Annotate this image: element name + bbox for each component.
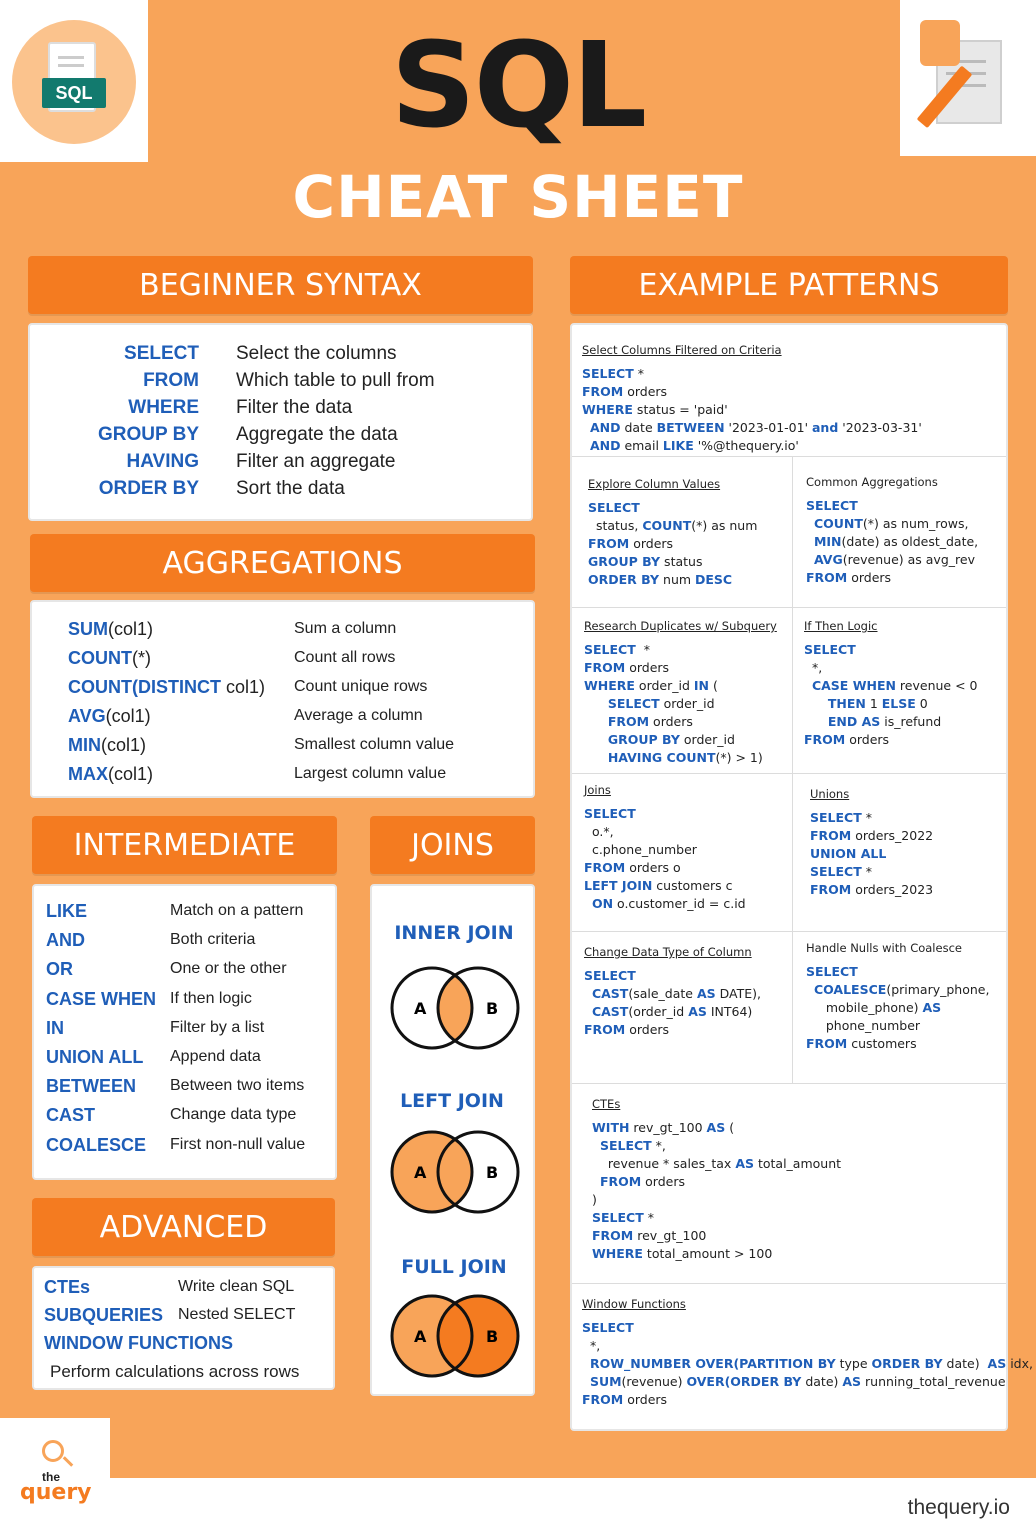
- aggregation-func: COUNT: [68, 648, 132, 668]
- intermediate-keyword: COALESCE: [46, 1134, 147, 1155]
- beginner-desc: Filter an aggregate: [236, 451, 396, 472]
- intermediate-keyword: BETWEEN: [46, 1076, 136, 1097]
- brand-the: the: [42, 1470, 60, 1484]
- aggregation-func: SUM: [68, 619, 108, 639]
- ex-dupes: [584, 617, 789, 767]
- ex-unions: [810, 785, 1005, 899]
- left-join-label: LEFT JOIN: [400, 1090, 504, 1112]
- aggregation-desc: Largest column value: [294, 765, 447, 782]
- code-line: CAST(order_id AS INT64): [591, 1004, 753, 1019]
- aggregation-desc: Average a column: [294, 707, 423, 724]
- beginner-keyword: HAVING: [126, 451, 199, 472]
- code-line: FROM orders: [584, 1022, 670, 1037]
- full-join-diagram: [390, 1292, 520, 1380]
- ex-joins: [584, 781, 789, 913]
- intermediate-desc: Between two items: [170, 1077, 305, 1095]
- page-title: SQL: [390, 16, 646, 154]
- advanced-desc: Write clean SQL: [178, 1278, 295, 1295]
- code-line: *,: [804, 660, 823, 675]
- beginner-keyword: GROUP BY: [97, 424, 199, 445]
- code-line: WHERE total_amount > 100: [592, 1246, 773, 1261]
- intermediate-row: [34, 1104, 335, 1128]
- beginner-keyword: FROM: [143, 370, 199, 391]
- beginner-row: [30, 451, 531, 475]
- full-join-label: FULL JOIN: [401, 1256, 507, 1278]
- code-line: SELECT *: [810, 810, 872, 825]
- code-line: phone_number: [806, 1018, 921, 1033]
- beginner-desc: Aggregate the data: [236, 424, 398, 445]
- ex-common: [806, 473, 1006, 587]
- aggregation-arg: (*): [132, 648, 151, 668]
- intermediate-keyword: AND: [46, 930, 85, 951]
- code-line: CAST(sale_date AS DATE),: [591, 986, 761, 1001]
- aggregation-arg: (col1): [105, 706, 151, 726]
- joins-header: JOINS: [370, 816, 535, 874]
- code-line: SELECT: [588, 500, 640, 515]
- code-line: THEN 1 ELSE 0: [827, 696, 928, 711]
- example-patterns-header: EXAMPLE PATTERNS: [570, 256, 1008, 314]
- footer-url: thequery.io: [907, 1496, 1010, 1519]
- intermediate-row: [34, 1046, 335, 1070]
- intermediate-desc: Change data type: [170, 1106, 297, 1124]
- full-join-a: A: [414, 1327, 427, 1346]
- example-title: Joins: [584, 783, 611, 797]
- aggregation-desc: Sum a column: [294, 620, 397, 637]
- intermediate-desc: One or the other: [170, 960, 287, 978]
- beginner-row: [30, 478, 531, 502]
- advanced-desc: Nested SELECT: [178, 1306, 296, 1323]
- beginner-row: [30, 397, 531, 421]
- brand-logo: [0, 1418, 110, 1536]
- beginner-row: [30, 424, 531, 448]
- intermediate-row: [34, 1017, 335, 1041]
- aggregation-row: [32, 705, 533, 729]
- beginner-keyword: WHERE: [128, 397, 199, 418]
- beginner-row: [30, 343, 531, 367]
- code-line: SELECT *: [592, 1210, 654, 1225]
- intermediate-row: [34, 929, 335, 953]
- aggregation-arg: (col1): [101, 735, 147, 755]
- example-title: Handle Nulls with Coalesce: [806, 941, 962, 955]
- aggregation-arg: (col1): [108, 764, 154, 784]
- beginner-syntax-header: BEGINNER SYNTAX: [28, 256, 533, 314]
- intermediate-desc: Filter by a list: [170, 1018, 265, 1036]
- intermediate-row: [34, 1075, 335, 1099]
- code-line: FROM orders_2022: [810, 828, 934, 843]
- aggregation-desc: Count unique rows: [294, 678, 428, 695]
- code-line: ): [592, 1192, 597, 1207]
- left-join-b: B: [486, 1163, 499, 1182]
- code-line: SELECT *: [810, 864, 872, 879]
- aggregation-func: MAX: [68, 764, 108, 784]
- full-join-b: B: [486, 1327, 499, 1346]
- code-line: AND email LIKE '%@thequery.io': [589, 438, 799, 453]
- advanced-keyword: SUBQUERIES: [44, 1305, 164, 1325]
- aggregation-row: [32, 618, 533, 642]
- code-line: AVG(revenue) as avg_rev: [813, 552, 975, 567]
- code-line: UNION ALL: [810, 846, 887, 861]
- advanced-panel: [32, 1266, 335, 1390]
- intermediate-header: INTERMEDIATE: [32, 816, 337, 874]
- code-line: ROW_NUMBER OVER(PARTITION BY type ORDER BY date) AS idx,: [589, 1356, 1033, 1371]
- advanced-window-desc: Perform calculations across rows: [50, 1362, 300, 1381]
- code-line: SELECT *: [584, 642, 650, 657]
- intermediate-keyword: CASE WHEN: [46, 988, 157, 1009]
- example-title: CTEs: [592, 1097, 621, 1111]
- inner-join-label: INNER JOIN: [394, 922, 514, 944]
- code-line: mobile_phone) AS: [806, 1000, 942, 1015]
- intermediate-row: [34, 958, 335, 982]
- code-line: SELECT: [584, 806, 636, 821]
- code-line: SELECT: [584, 968, 636, 983]
- intermediate-keyword: UNION ALL: [46, 1047, 144, 1067]
- intermediate-desc: If then logic: [170, 989, 252, 1007]
- code-line: GROUP BY order_id: [607, 732, 735, 747]
- code-line: SELECT: [806, 498, 858, 513]
- aggregation-func: MIN: [68, 735, 101, 755]
- intermediate-desc: First non-null value: [170, 1135, 306, 1153]
- aggregation-row: [32, 734, 533, 758]
- brand-query: query: [20, 1480, 92, 1505]
- aggregation-arg: col1): [220, 677, 265, 697]
- aggregation-row: [32, 647, 533, 671]
- beginner-desc: Filter the data: [236, 397, 353, 418]
- code-line: c.phone_number: [584, 842, 697, 857]
- aggregations-header: AGGREGATIONS: [30, 534, 535, 592]
- code-line: FROM orders: [804, 732, 890, 747]
- intermediate-row: [34, 1134, 335, 1158]
- code-line: *,: [582, 1338, 601, 1353]
- example-title: Unions: [810, 787, 850, 801]
- intermediate-keyword: IN: [46, 1017, 64, 1038]
- code-line: revenue * sales_tax AS total_amount: [592, 1156, 842, 1171]
- code-line: HAVING COUNT(*) > 1): [607, 750, 763, 765]
- code-line: FROM orders: [582, 384, 668, 399]
- ex-explore: [588, 475, 788, 589]
- code-line: FROM orders: [607, 714, 693, 729]
- beginner-desc: Select the columns: [236, 343, 397, 364]
- code-line: GROUP BY status: [588, 554, 703, 569]
- code-line: SELECT *: [582, 366, 644, 381]
- ex-window: [582, 1295, 1033, 1409]
- code-line: WHERE order_id IN (: [584, 678, 718, 693]
- aggregation-row: [32, 763, 533, 787]
- intermediate-keyword: OR: [46, 959, 73, 980]
- code-line: FROM orders o: [584, 860, 681, 875]
- example-title: If Then Logic: [804, 619, 878, 633]
- beginner-keyword: ORDER BY: [98, 478, 199, 499]
- aggregations-panel: [30, 600, 535, 798]
- code-line: SELECT: [804, 642, 856, 657]
- example-patterns-panel: [570, 323, 1033, 1431]
- advanced-header: ADVANCED: [32, 1198, 335, 1256]
- code-line: FROM orders: [582, 1392, 668, 1407]
- code-line: END AS is_refund: [827, 714, 942, 729]
- ex-filtered: [582, 341, 1002, 455]
- example-title: Explore Column Values: [588, 477, 721, 491]
- code-line: COUNT(*) as num_rows,: [813, 516, 969, 531]
- advanced-row: [34, 1276, 333, 1300]
- example-title: Research Duplicates w/ Subquery: [584, 619, 777, 633]
- joins-panel: [370, 884, 535, 1396]
- code-line: FROM customers: [806, 1036, 917, 1051]
- code-line: FROM orders: [599, 1174, 686, 1189]
- inner-join-diagram: [390, 964, 520, 1052]
- beginner-desc: Sort the data: [236, 478, 345, 499]
- aggregation-desc: Count all rows: [294, 649, 396, 666]
- code-line: FROM orders: [588, 536, 674, 551]
- code-line: FROM orders: [806, 570, 892, 585]
- code-line: WHERE status = 'paid': [582, 402, 728, 417]
- code-line: FROM rev_gt_100: [592, 1228, 707, 1243]
- example-title: Change Data Type of Column: [584, 945, 752, 959]
- code-line: status, COUNT(*) as num: [588, 518, 758, 533]
- code-line: SUM(revenue) OVER(ORDER BY date) AS running_total_revenue: [589, 1374, 1006, 1389]
- code-line: SELECT: [806, 964, 858, 979]
- intermediate-desc: Both criteria: [170, 931, 256, 949]
- aggregation-func: AVG: [68, 706, 106, 726]
- ex-ifthen: [804, 617, 1004, 749]
- intermediate-keyword: LIKE: [46, 901, 88, 921]
- code-line: SELECT: [582, 1320, 634, 1335]
- code-line: FROM orders: [584, 660, 670, 675]
- advanced-keyword: CTEs: [44, 1277, 91, 1297]
- code-line: WITH rev_gt_100 AS (: [592, 1120, 735, 1135]
- inner-join-a: A: [414, 999, 427, 1018]
- code-line: o.*,: [584, 824, 614, 839]
- example-title: Select Columns Filtered on Criteria: [582, 343, 782, 357]
- code-line: SELECT *,: [599, 1138, 666, 1153]
- ex-ctes: [592, 1095, 992, 1263]
- left-join-diagram: [390, 1128, 520, 1216]
- aggregation-func: COUNT(DISTINCT: [68, 677, 221, 697]
- ex-nulls: [806, 939, 1006, 1053]
- example-title: Common Aggregations: [806, 475, 938, 489]
- code-line: ON o.customer_id = c.id: [591, 896, 746, 911]
- code-line: COALESCE(primary_phone,: [813, 982, 990, 997]
- beginner-syntax-panel: [28, 323, 533, 521]
- code-line: FROM orders_2023: [810, 882, 934, 897]
- intermediate-keyword: CAST: [46, 1105, 95, 1126]
- beginner-desc: Which table to pull from: [236, 370, 435, 391]
- code-line: MIN(date) as oldest_date,: [813, 534, 979, 549]
- left-join-a: A: [414, 1163, 427, 1182]
- ex-cast: [584, 943, 789, 1039]
- intermediate-panel: [32, 884, 337, 1180]
- intermediate-desc: Match on a pattern: [170, 902, 304, 919]
- code-line: SELECT order_id: [607, 696, 715, 711]
- intermediate-row: [34, 988, 335, 1012]
- code-line: ORDER BY num DESC: [588, 572, 733, 587]
- page-subtitle: CHEAT SHEET: [292, 163, 744, 231]
- aggregation-row: [32, 676, 533, 700]
- beginner-row: [30, 370, 531, 394]
- advanced-row: [34, 1332, 333, 1356]
- intermediate-desc: Append data: [170, 1048, 261, 1065]
- code-line: LEFT JOIN customers c: [584, 878, 733, 893]
- magnifier-icon: [42, 1440, 64, 1462]
- aggregation-arg: (col1): [108, 619, 154, 639]
- sql-badge: SQL: [42, 78, 106, 108]
- advanced-row: [34, 1304, 333, 1328]
- advanced-keyword: WINDOW FUNCTIONS: [44, 1333, 233, 1353]
- beginner-keyword: SELECT: [124, 343, 199, 364]
- example-title: Window Functions: [582, 1297, 686, 1311]
- inner-join-b: B: [486, 999, 499, 1018]
- code-line: CASE WHEN revenue < 0: [811, 678, 978, 693]
- aggregation-desc: Smallest column value: [294, 736, 455, 753]
- intermediate-row: [34, 900, 335, 924]
- code-line: AND date BETWEEN '2023-01-01' and '2023-03-31': [589, 420, 922, 435]
